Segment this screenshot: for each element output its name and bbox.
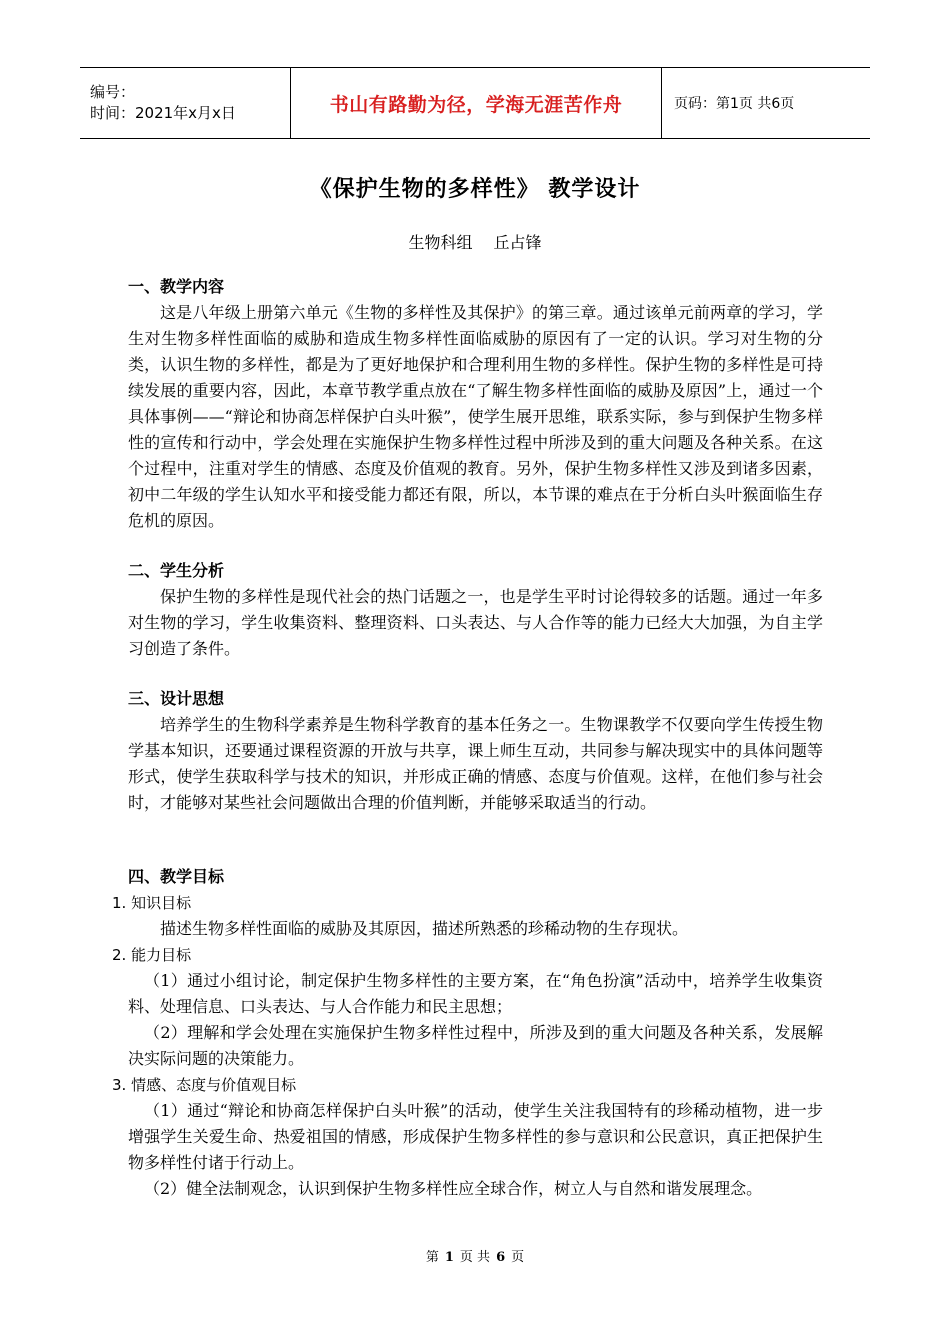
section-body-content: 这是八年级上册第六单元《生物的多样性及其保护》的第三章。通过该单元前两章的学习，学生对生物多样性面临的威胁和造成生物多样性面临威胁的原因有了一定的认识。学习对生物的分类，认识生物的多样性，都是为了更好地保护和合理利用生物的多样性。保护生物的多样性是可持续发展的重要内容，因此，本章节教学重点放在“了解生物多样性面临的威胁及原因”上，通过一个具体事例——“辩论和协商怎样保护白头叶猴”，使学生展开思维，联系实际，参与到保护生物多样性的宣传和行动中，学会处理在实施保护生物多样性过程中所涉及到的重大问题及各种关系。在这个过程中，注重对学生的情感、态度及价值观的教育。另外，保护生物多样性又涉及到诸多因素，初中二年级的学生认知水平和接受能力都还有限，所以，本节课的难点在于分析白头叶猴面临生存危机的原因。 xyxy=(128,303,823,530)
header-motto-cell xyxy=(291,68,662,138)
document-header xyxy=(80,67,870,139)
objective-knowledge-title: 1. 知识目标 xyxy=(112,894,192,912)
header-meta xyxy=(80,68,291,138)
page-footer xyxy=(0,1246,950,1265)
section-body-design: 培养学生的生物科学素养是生物科学教育的基本任务之一。生物课教学不仅要向学生传授生物学基本知识，还要通过课程资源的开放与共享，课上师生互动，共同参与解决现实中的具体问题等形式，使学生获取科学与技术的知识，并形成正确的情感、态度与价值观。这样，在他们参与社会时，才能够对某些社会问题做出合理的价值判断，并能够采取适当的行动。 xyxy=(128,715,823,812)
document-body xyxy=(112,274,823,1202)
footer-suffix: 页 xyxy=(511,1250,525,1265)
section-heading-content: 一、教学内容 xyxy=(128,277,225,296)
document-title: 《保护生物的多样性》 教学设计 xyxy=(309,176,641,202)
objective-ability-item-1: （1）通过小组讨论，制定保护生物多样性的主要方案，在“角色扮演”活动中，培养学生收集资料、处理信息、口头表达、与人合作能力和民主思想； xyxy=(128,971,823,1016)
date-label: 时间：2021年x月x日 xyxy=(90,104,236,122)
objective-emotion-title: 3. 情感、态度与价值观目标 xyxy=(112,1076,297,1094)
section-heading-design: 三、设计思想 xyxy=(128,689,225,708)
number-label: 编号： xyxy=(90,83,136,101)
section-heading-students: 二、学生分析 xyxy=(128,561,225,580)
objective-knowledge-body: 描述生物多样性面临的威胁及其原因，描述所熟悉的珍稀动物的生存现状。 xyxy=(160,919,689,938)
objective-ability-item-2: （2）理解和学会处理在实施保护生物多样性过程中，所涉及到的重大问题及各种关系，发展解决实际问题的决策能力。 xyxy=(128,1023,823,1068)
page-label: 页码：第1页 共6页 xyxy=(674,96,795,112)
author-line: 生物科组 丘占锋 xyxy=(408,233,542,252)
objective-ability-title: 2. 能力目标 xyxy=(112,946,192,964)
section-heading-objectives: 四、教学目标 xyxy=(128,867,225,886)
motto: 书山有路勤为径，学海无涯苦作舟 xyxy=(329,93,623,116)
section-body-students: 保护生物的多样性是现代社会的热门话题之一，也是学生平时讨论得较多的话题。通过一年多对生物的学习，学生收集资料、整理资料、口头表达、与人合作等的能力已经大大加强，为自主学习创造了条件。 xyxy=(128,587,823,658)
objective-emotion-item-1: （1）通过“辩论和协商怎样保护白头叶猴”的活动，使学生关注我国特有的珍稀动植物，进一步增强学生关爱生命、热爱祖国的情感，形成保护生物多样性的参与意识和公民意识，真正把保护生物多样性付诸于行动上。 xyxy=(128,1101,823,1172)
footer-mid: 页 共 xyxy=(459,1250,491,1265)
footer-page-number: 1 xyxy=(444,1250,454,1265)
objective-emotion-item-2: （2）健全法制观念，认识到保护生物多样性应全球合作，树立人与自然和谐发展理念。 xyxy=(144,1179,763,1198)
footer-page-total: 6 xyxy=(496,1250,506,1265)
header-page-cell xyxy=(662,68,870,138)
footer-prefix: 第 xyxy=(425,1250,439,1265)
